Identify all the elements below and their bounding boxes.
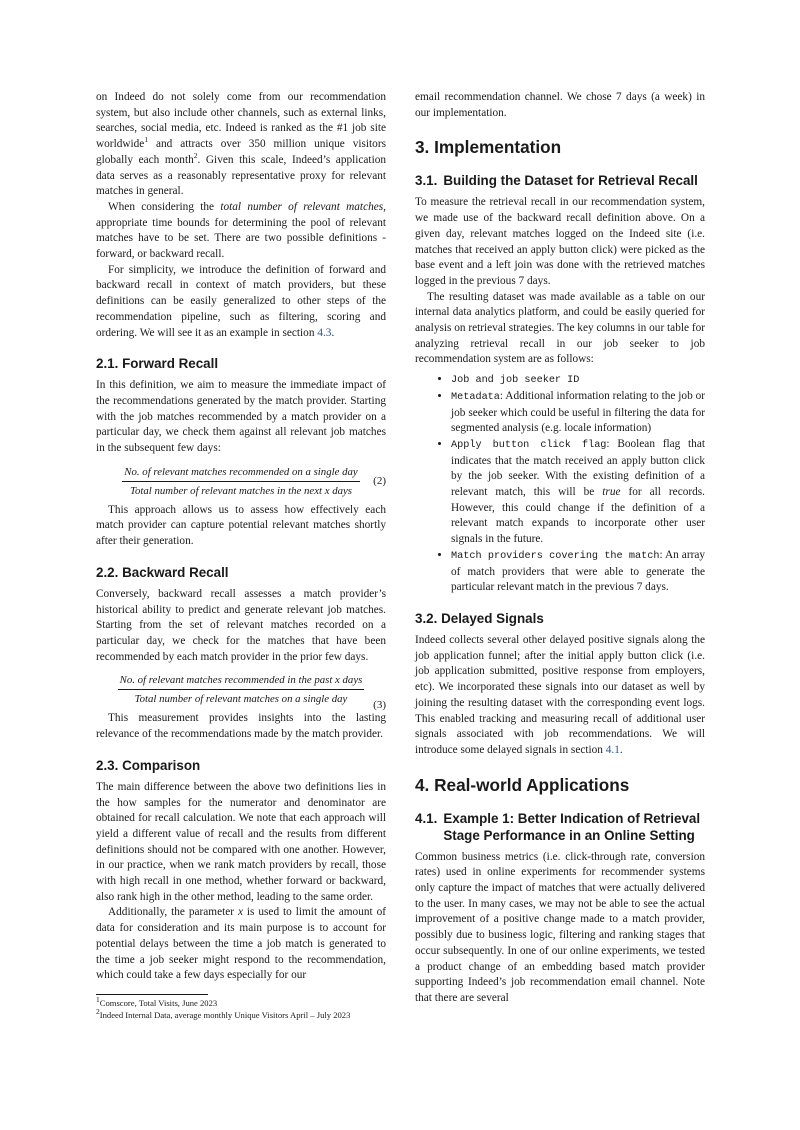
section-link[interactable]: 4.1 (605, 743, 620, 756)
paragraph: For simplicity, we introduce the definition of forward and backward recall in context of match providers, but these definitions can be easily generalized to other steps of the recommendation pipeline, such as filtering, scoring and ordering. We will see it as an example in section 4.3. (96, 263, 386, 339)
paragraph: The main difference between the above two definitions lies in the how samples for the numerator and denominator are obtained for recall calculation. We note that each approach will yield a different value of recall and the results from different definitions should not be compared with one another. However, in our practice, when we rank match providers by recall, those with high recall in one method, whether forward or backward, also rank high in the other method, leading to the same order. (96, 780, 386, 903)
footnote: $^1$Comscore, Total Visits, June 2023 (96, 995, 218, 1008)
equation-2 (96, 465, 386, 499)
section-link[interactable]: 4.3 (317, 326, 332, 339)
section-heading: 4. Real-world Applications (415, 774, 630, 795)
paragraph: This approach allows us to assess how effectively each match provider can capture potential relevant matches shortly after their generation. (96, 503, 386, 548)
paragraph: To measure the retrieval recall in our recommendation system, we made use of the backward recall definition above. On a given day, relevant matches logged on the Indeed site (i.e. matches that received an apply button click) were picked as the base event and a left join was done with the retrieved matches logged in the previous 7 days. (415, 196, 705, 287)
footnote: $^2$Indeed Internal Data, average monthly Unique Visitors April – July 2023 (96, 1006, 351, 1020)
equation-numerator: No. of relevant matches recommended in the past x days (118, 673, 365, 690)
subsection-heading: 3.2. Delayed Signals (415, 610, 544, 626)
left-column (96, 90, 386, 984)
footnotes (96, 994, 386, 1021)
paragraph: In this definition, we aim to measure the immediate impact of the recommendations generated by the match provider. Starting with the job matches recommended by a match provider on a particular day, we check them against all relevant job matches in the subsequent few days: (96, 379, 386, 455)
equation-number: (3) (373, 699, 386, 712)
paragraph: email recommendation channel. We chose 7 days (a week) in our implementation. (415, 91, 705, 119)
footnote-mark: 2 (193, 151, 198, 161)
paragraph: Conversely, backward recall assesses a match provider’s historical ability to predict and generate relevant job matches. Starting from the set of relevant matches recorded on a particular day, we check for the matches that have been recommended by each match provider in the prior few days. (96, 587, 386, 663)
section-heading: 2.2. Backward Recall (96, 564, 229, 580)
list-item: • Apply button click flag: Boolean flag that indicates that the match received an apply button click by the job seeker. With the existing definition of a relevant match, this will be true for all records. However, this could change if the definition of a relevant match expands to incorporate other user signals in the future. (451, 437, 705, 548)
paragraph: The resulting dataset was made available as a table on our internal data analytics platform, and could be easily queried for analysis on retrieval strategies. The key columns in our table for analyzing retrieval recall in our job seeker to job recommendation system are as follows: (415, 290, 705, 366)
paragraph: on Indeed do not solely come from our recommendation system, but also include other channels, such as external links, searches, social media, etc. Indeed is ranked as the #1 job site worldwide$^1$ and attracts over 350 million unique visitors globally each month$^2$. Given this scale, Indeed’s application data serves as a reasonably representative proxy for relevant matches in general. (96, 91, 386, 198)
list-item: • Job and job seeker ID (451, 372, 705, 389)
subsection-heading: 4.1. Example 1: Better Indication of Retrieval Stage Performance in an Online Setting (415, 810, 701, 843)
paragraph: Additionally, the parameter x is used to limit the amount of data for consideration and its main purpose is to account for potential delays between the time a job match is generated to the time a job seeker might respond to the recommendation, which could take a few days especially for our (96, 906, 386, 982)
section-heading: 3. Implementation (415, 137, 562, 158)
equation-numerator: No. of relevant matches recommended on a single day (122, 465, 359, 482)
paragraph: Common business metrics (i.e. click-through rate, conversion rates) used in online experiments for recommender systems only capture the impact of matches that were actually delivered to the user. In many cases, we may not be able to see the actual improvement of a positive change made to a match provider, possibly due to business logic, filtering and ranking stages that occur subsequently. In one of our online experiments, we tested a product change of an embedding based match provider supporting Indeed’s job recommendation email channel. Note that there are several (415, 850, 705, 1004)
list-item: • Metadata: Additional information relating to the job or job seeker which could be useful in filtering the data for segmented analysis (e.g. locale information) (451, 389, 705, 437)
right-column (415, 90, 705, 1007)
paragraph: This measurement provides insights into the lasting relevance of the recommendations made by the match provider. (96, 712, 386, 741)
paragraph: Indeed collects several other delayed positive signals along the job application funnel; after the initial apply button click (i.e. job application submitted, positive response from employers, etc). We incorporated these signals into our dataset as well by joining the resulting dataset with the corresponding event logs. This enabled tracking and measuring recall of additional user signals associated with job recommendations. We will introduce some delayed signals in section 4.1. (415, 633, 705, 756)
section-heading: 2.1. Forward Recall (96, 356, 219, 372)
equation-number: (2) (373, 474, 386, 487)
equation-denominator: Total number of relevant matches in the next x days (129, 484, 352, 497)
equation-3 (96, 673, 386, 712)
fraction (122, 465, 359, 499)
column-list (415, 372, 705, 596)
list-item: • Match providers covering the match: An array of match providers that were able to generate the particular relevant match in the previous 7 days. (451, 548, 705, 596)
fraction (118, 673, 365, 707)
subsection-heading: 3.1. Building the Dataset for Retrieval Recall (415, 173, 698, 189)
footnote-mark: 1 (144, 135, 149, 145)
section-heading: 2.3. Comparison (96, 757, 201, 773)
paragraph: When considering the total number of relevant matches, appropriate time bounds for determining the pool of relevant matches have to be set. There are two possible definitions - forward, or backward recall. (96, 200, 386, 261)
footnote-rule (96, 994, 208, 995)
equation-denominator: Total number of relevant matches on a single day (134, 693, 348, 706)
